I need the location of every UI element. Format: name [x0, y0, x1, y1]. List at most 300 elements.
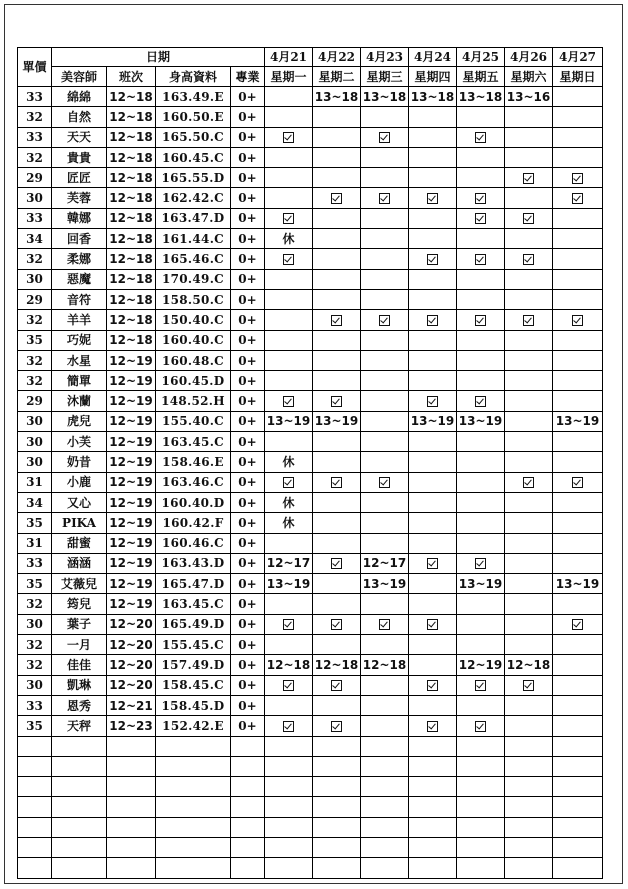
day-cell	[457, 249, 505, 269]
empty-cell	[313, 736, 361, 756]
specialty-cell: 0+	[231, 675, 265, 695]
specialty-cell: 0+	[231, 330, 265, 350]
checkbox-icon	[572, 315, 583, 326]
day-cell	[457, 188, 505, 208]
day-cell	[457, 675, 505, 695]
table-row	[18, 553, 603, 573]
day-cell	[409, 188, 457, 208]
header-weekday-saturday: 星期六	[505, 67, 553, 87]
day-cell	[313, 452, 361, 472]
shift-cell: 12~18	[107, 127, 156, 147]
shift-cell: 12~19	[107, 391, 156, 411]
day-cell	[313, 574, 361, 594]
day-cell	[409, 574, 457, 594]
table-row	[18, 675, 603, 695]
day-cell: 12~18	[361, 655, 409, 675]
empty-cell	[156, 837, 231, 857]
specialty-cell: 0+	[231, 655, 265, 675]
table-row	[18, 127, 603, 147]
day-cell	[553, 289, 603, 309]
day-cell	[553, 229, 603, 249]
day-cell	[265, 533, 313, 553]
table-row	[18, 269, 603, 289]
day-cell	[553, 533, 603, 553]
shift-cell: 12~19	[107, 350, 156, 370]
table-row	[18, 87, 603, 107]
checkbox-icon	[427, 721, 438, 732]
empty-cell	[231, 858, 265, 878]
shift-cell: 12~19	[107, 472, 156, 492]
day-cell	[553, 695, 603, 715]
checkbox-icon	[427, 558, 438, 569]
checkbox-icon	[523, 213, 534, 224]
checkbox-icon	[523, 477, 534, 488]
checkbox-icon	[379, 193, 390, 204]
checkbox-icon	[331, 619, 342, 630]
day-cell	[553, 188, 603, 208]
day-cell	[265, 472, 313, 492]
table-row	[18, 208, 603, 228]
day-cell	[553, 675, 603, 695]
table-row	[18, 716, 603, 736]
empty-cell	[553, 837, 603, 857]
price-cell: 35	[18, 513, 52, 533]
day-cell	[505, 452, 553, 472]
specialty-cell: 0+	[231, 188, 265, 208]
id-info-cell: 163.47.D	[156, 208, 231, 228]
day-cell	[457, 107, 505, 127]
day-cell	[505, 472, 553, 492]
day-cell	[313, 249, 361, 269]
day-cell	[409, 229, 457, 249]
stylist-name-cell: 筠兒	[52, 594, 107, 614]
day-cell	[553, 553, 603, 573]
empty-cell	[553, 817, 603, 837]
shift-cell: 12~20	[107, 614, 156, 634]
day-cell	[313, 675, 361, 695]
checkbox-icon	[283, 213, 294, 224]
day-cell	[505, 289, 553, 309]
day-cell	[313, 472, 361, 492]
day-cell	[505, 147, 553, 167]
day-cell	[361, 452, 409, 472]
day-cell	[361, 208, 409, 228]
day-cell: 13~19	[409, 411, 457, 431]
price-cell: 32	[18, 655, 52, 675]
day-cell	[265, 391, 313, 411]
stylist-name-cell: 葉子	[52, 614, 107, 634]
day-cell	[361, 695, 409, 715]
day-cell	[409, 635, 457, 655]
checkbox-icon	[475, 193, 486, 204]
day-cell: 休	[265, 513, 313, 533]
stylist-name-cell: 艾薇兒	[52, 574, 107, 594]
specialty-cell: 0+	[231, 127, 265, 147]
empty-cell	[52, 817, 107, 837]
day-cell	[409, 249, 457, 269]
table-row	[18, 411, 603, 431]
schedule-table	[17, 47, 603, 879]
day-cell	[265, 208, 313, 228]
shift-cell: 12~21	[107, 695, 156, 715]
empty-cell	[553, 797, 603, 817]
empty-cell	[505, 858, 553, 878]
day-cell	[409, 330, 457, 350]
checkbox-icon	[475, 254, 486, 265]
specialty-cell: 0+	[231, 310, 265, 330]
checkbox-icon	[427, 193, 438, 204]
empty-cell	[553, 756, 603, 776]
stylist-name-cell: 貴貴	[52, 147, 107, 167]
stylist-name-cell: 柔娜	[52, 249, 107, 269]
day-cell	[265, 188, 313, 208]
id-info-cell: 165.49.D	[156, 614, 231, 634]
day-cell	[361, 411, 409, 431]
empty-cell	[505, 817, 553, 837]
day-cell	[313, 513, 361, 533]
stylist-name-cell: 韓娜	[52, 208, 107, 228]
day-cell	[457, 553, 505, 573]
checkbox-icon	[379, 619, 390, 630]
day-cell	[553, 310, 603, 330]
empty-cell	[457, 777, 505, 797]
empty-cell	[361, 837, 409, 857]
day-cell	[457, 350, 505, 370]
day-cell	[265, 310, 313, 330]
stylist-name-cell: 小鹿	[52, 472, 107, 492]
day-cell	[505, 127, 553, 147]
day-cell	[457, 533, 505, 553]
shift-cell: 12~19	[107, 371, 156, 391]
table-row	[18, 330, 603, 350]
day-cell	[553, 350, 603, 370]
price-cell: 29	[18, 391, 52, 411]
shift-cell: 12~18	[107, 208, 156, 228]
price-cell: 29	[18, 168, 52, 188]
empty-row	[18, 837, 603, 857]
day-cell	[409, 350, 457, 370]
day-cell: 13~19	[265, 411, 313, 431]
shift-cell: 12~19	[107, 513, 156, 533]
price-cell: 30	[18, 188, 52, 208]
day-cell	[409, 127, 457, 147]
shift-cell: 12~23	[107, 716, 156, 736]
empty-cell	[409, 858, 457, 878]
price-cell: 33	[18, 87, 52, 107]
day-cell	[409, 371, 457, 391]
id-info-cell: 160.45.C	[156, 147, 231, 167]
empty-cell	[457, 817, 505, 837]
empty-cell	[265, 756, 313, 776]
price-cell: 33	[18, 208, 52, 228]
empty-cell	[457, 797, 505, 817]
day-cell	[313, 635, 361, 655]
empty-cell	[52, 797, 107, 817]
id-info-cell: 165.47.D	[156, 574, 231, 594]
day-cell	[553, 594, 603, 614]
header-specialty: 專業	[231, 67, 265, 87]
day-cell	[313, 208, 361, 228]
price-cell: 33	[18, 553, 52, 573]
checkbox-icon	[475, 213, 486, 224]
empty-cell	[505, 756, 553, 776]
day-cell	[361, 513, 409, 533]
checkbox-icon	[572, 477, 583, 488]
checkbox-icon	[475, 721, 486, 732]
stylist-name-cell: 羊羊	[52, 310, 107, 330]
checkbox-icon	[283, 721, 294, 732]
day-cell	[553, 492, 603, 512]
header-date: 4月25	[457, 48, 505, 67]
day-cell	[505, 635, 553, 655]
checkbox-icon	[572, 173, 583, 184]
id-info-cell: 163.45.C	[156, 594, 231, 614]
day-cell	[505, 107, 553, 127]
header-id-info: 身高資料	[156, 67, 231, 87]
day-cell	[457, 330, 505, 350]
empty-cell	[265, 797, 313, 817]
table-row	[18, 635, 603, 655]
table-row	[18, 655, 603, 675]
id-info-cell: 170.49.C	[156, 269, 231, 289]
header-weekday: 星期四	[409, 67, 457, 87]
shift-cell: 12~18	[107, 107, 156, 127]
checkbox-icon	[427, 396, 438, 407]
day-cell	[265, 432, 313, 452]
day-cell	[265, 330, 313, 350]
day-cell	[553, 249, 603, 269]
empty-cell	[265, 777, 313, 797]
day-cell	[361, 330, 409, 350]
day-cell	[553, 614, 603, 634]
specialty-cell: 0+	[231, 574, 265, 594]
empty-row	[18, 777, 603, 797]
checkbox-icon	[475, 132, 486, 143]
price-cell: 30	[18, 269, 52, 289]
day-cell	[553, 269, 603, 289]
checkbox-icon	[331, 558, 342, 569]
day-cell	[265, 614, 313, 634]
price-cell: 31	[18, 533, 52, 553]
empty-cell	[107, 837, 156, 857]
day-cell: 13~19	[457, 411, 505, 431]
checkbox-icon	[283, 254, 294, 265]
day-cell: 12~17	[265, 553, 313, 573]
table-row	[18, 452, 603, 472]
price-cell: 30	[18, 432, 52, 452]
empty-cell	[18, 817, 52, 837]
specialty-cell: 0+	[231, 432, 265, 452]
price-cell: 32	[18, 310, 52, 330]
day-cell	[265, 87, 313, 107]
day-cell	[409, 452, 457, 472]
day-cell	[313, 310, 361, 330]
day-cell	[361, 147, 409, 167]
day-cell	[313, 269, 361, 289]
specialty-cell: 0+	[231, 229, 265, 249]
header-date: 4月24	[409, 48, 457, 67]
day-cell	[409, 716, 457, 736]
empty-cell	[361, 858, 409, 878]
shift-cell: 12~19	[107, 533, 156, 553]
empty-cell	[265, 858, 313, 878]
day-cell	[361, 675, 409, 695]
checkbox-icon	[475, 396, 486, 407]
day-cell	[265, 675, 313, 695]
id-info-cell: 160.42.F	[156, 513, 231, 533]
day-cell	[361, 127, 409, 147]
stylist-name-cell: 奶昔	[52, 452, 107, 472]
checkbox-icon	[475, 315, 486, 326]
day-cell	[505, 432, 553, 452]
day-cell	[409, 289, 457, 309]
day-cell	[361, 716, 409, 736]
header-shift: 班次	[107, 67, 156, 87]
day-cell: 13~19	[361, 574, 409, 594]
day-cell	[409, 107, 457, 127]
empty-cell	[505, 837, 553, 857]
day-cell	[409, 695, 457, 715]
shift-cell: 12~19	[107, 432, 156, 452]
id-info-cell: 160.45.D	[156, 371, 231, 391]
day-cell	[409, 533, 457, 553]
shift-cell: 12~18	[107, 269, 156, 289]
empty-cell	[107, 797, 156, 817]
stylist-name-cell: 又心	[52, 492, 107, 512]
day-cell: 13~19	[265, 574, 313, 594]
day-cell	[505, 249, 553, 269]
day-cell: 13~16	[505, 87, 553, 107]
stylist-name-cell: 巧妮	[52, 330, 107, 350]
day-cell	[457, 695, 505, 715]
specialty-cell: 0+	[231, 391, 265, 411]
checkbox-icon	[523, 254, 534, 265]
checkbox-icon	[427, 619, 438, 630]
checkbox-icon	[427, 680, 438, 691]
empty-cell	[361, 756, 409, 776]
day-cell	[313, 168, 361, 188]
day-cell	[505, 695, 553, 715]
table-row	[18, 188, 603, 208]
price-cell: 32	[18, 107, 52, 127]
checkbox-icon	[283, 619, 294, 630]
day-cell	[361, 432, 409, 452]
day-cell	[457, 492, 505, 512]
id-info-cell: 161.44.C	[156, 229, 231, 249]
day-cell	[409, 472, 457, 492]
empty-cell	[313, 858, 361, 878]
checkbox-icon	[572, 619, 583, 630]
price-cell: 32	[18, 147, 52, 167]
empty-cell	[457, 858, 505, 878]
day-cell: 12~19	[457, 655, 505, 675]
day-cell	[313, 614, 361, 634]
checkbox-icon	[427, 254, 438, 265]
header-date: 4月27	[553, 48, 603, 67]
day-cell	[505, 513, 553, 533]
header-stylist: 美容師	[52, 67, 107, 87]
id-info-cell: 165.55.D	[156, 168, 231, 188]
id-info-cell: 163.43.D	[156, 553, 231, 573]
shift-cell: 12~18	[107, 249, 156, 269]
specialty-cell: 0+	[231, 208, 265, 228]
day-cell	[553, 716, 603, 736]
id-info-cell: 157.49.D	[156, 655, 231, 675]
stylist-name-cell: 佳佳	[52, 655, 107, 675]
day-cell	[313, 553, 361, 573]
day-cell	[505, 533, 553, 553]
empty-cell	[156, 736, 231, 756]
shift-cell: 12~19	[107, 574, 156, 594]
empty-cell	[156, 777, 231, 797]
day-cell	[361, 269, 409, 289]
day-cell	[457, 391, 505, 411]
empty-cell	[107, 736, 156, 756]
shift-cell: 12~18	[107, 188, 156, 208]
day-cell: 13~19	[553, 411, 603, 431]
empty-cell	[52, 858, 107, 878]
empty-cell	[231, 736, 265, 756]
day-cell	[505, 391, 553, 411]
empty-cell	[553, 736, 603, 756]
header-date: 4月22	[313, 48, 361, 67]
day-cell	[361, 289, 409, 309]
stylist-name-cell: 一月	[52, 635, 107, 655]
empty-cell	[457, 756, 505, 776]
day-cell	[361, 371, 409, 391]
id-info-cell: 165.46.C	[156, 249, 231, 269]
day-cell	[505, 716, 553, 736]
checkbox-icon	[331, 193, 342, 204]
specialty-cell: 0+	[231, 492, 265, 512]
table-row	[18, 695, 603, 715]
day-cell	[265, 716, 313, 736]
day-cell	[505, 229, 553, 249]
day-cell	[265, 695, 313, 715]
day-cell	[409, 208, 457, 228]
day-cell	[553, 432, 603, 452]
price-cell: 35	[18, 330, 52, 350]
stylist-name-cell: 虎兒	[52, 411, 107, 431]
empty-cell	[505, 797, 553, 817]
shift-cell: 12~18	[107, 289, 156, 309]
day-cell: 13~19	[457, 574, 505, 594]
day-cell	[553, 168, 603, 188]
shift-cell: 12~20	[107, 655, 156, 675]
empty-cell	[18, 777, 52, 797]
day-cell	[505, 188, 553, 208]
day-cell	[313, 432, 361, 452]
header-date: 4月23	[361, 48, 409, 67]
id-info-cell: 160.40.C	[156, 330, 231, 350]
day-cell: 12~17	[361, 553, 409, 573]
price-cell: 32	[18, 249, 52, 269]
day-cell	[409, 594, 457, 614]
day-cell	[361, 533, 409, 553]
id-info-cell: 150.40.C	[156, 310, 231, 330]
day-cell: 13~18	[457, 87, 505, 107]
empty-cell	[361, 797, 409, 817]
day-cell	[457, 127, 505, 147]
day-cell	[313, 350, 361, 370]
day-cell: 13~18	[361, 87, 409, 107]
day-cell	[457, 168, 505, 188]
checkbox-icon	[523, 680, 534, 691]
day-cell	[553, 208, 603, 228]
day-cell	[409, 168, 457, 188]
id-info-cell: 155.40.C	[156, 411, 231, 431]
day-cell	[505, 350, 553, 370]
